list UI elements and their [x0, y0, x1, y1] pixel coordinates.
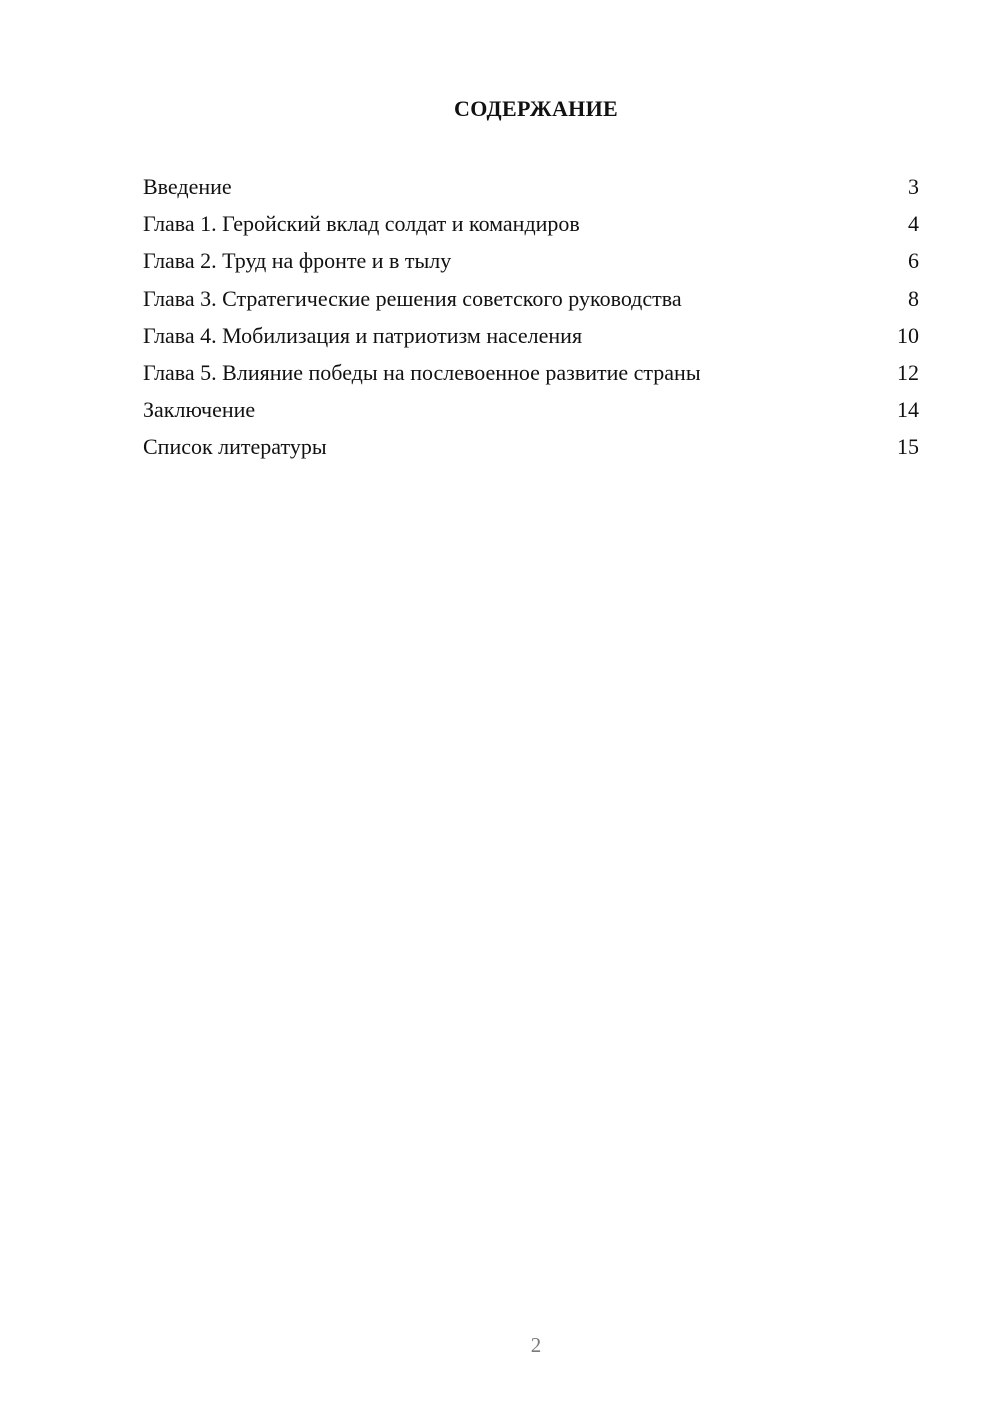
toc-entry-page: 12: [897, 359, 919, 385]
toc-entry-chapter-2[interactable]: [143, 242, 919, 279]
toc-entry-label: Глава 1. Геройский вклад солдат и командиров: [143, 211, 580, 237]
toc-entry-label: Введение: [143, 174, 232, 199]
toc-entry-chapter-3[interactable]: [143, 280, 919, 317]
toc-entry-conclusion[interactable]: [143, 391, 919, 428]
toc-entry-page: 14: [897, 397, 919, 423]
toc-entry-page: 4: [908, 211, 919, 237]
table-of-contents: [143, 168, 919, 466]
toc-entry-label: Глава 5. Влияние победы на послевоенное развитие страны: [143, 359, 701, 385]
toc-entry-page: 8: [908, 285, 919, 311]
toc-entry-label: Глава 3. Стратегические решения советского руководства: [143, 285, 682, 311]
toc-entry-label: Заключение: [143, 397, 256, 423]
toc-entry-introduction[interactable]: [143, 168, 919, 205]
page-title: СОДЕРЖАНИЕ: [454, 96, 618, 121]
toc-entry-page: 10: [897, 322, 919, 348]
toc-entry-page: 3: [908, 174, 919, 199]
toc-entry-label: Глава 2. Труд на фронте и в тылу: [143, 248, 452, 274]
toc-entry-bibliography[interactable]: [143, 428, 919, 465]
toc-entry-chapter-1[interactable]: [143, 205, 919, 242]
toc-entry-label: Глава 4. Мобилизация и патриотизм населения: [143, 322, 583, 348]
toc-entry-page: 15: [897, 434, 919, 460]
toc-entry-page: 6: [908, 248, 919, 274]
toc-entry-chapter-4[interactable]: [143, 317, 919, 354]
page-number: 2: [530, 1333, 542, 1357]
toc-entry-label: Список литературы: [143, 434, 327, 460]
toc-entry-chapter-5[interactable]: [143, 354, 919, 391]
